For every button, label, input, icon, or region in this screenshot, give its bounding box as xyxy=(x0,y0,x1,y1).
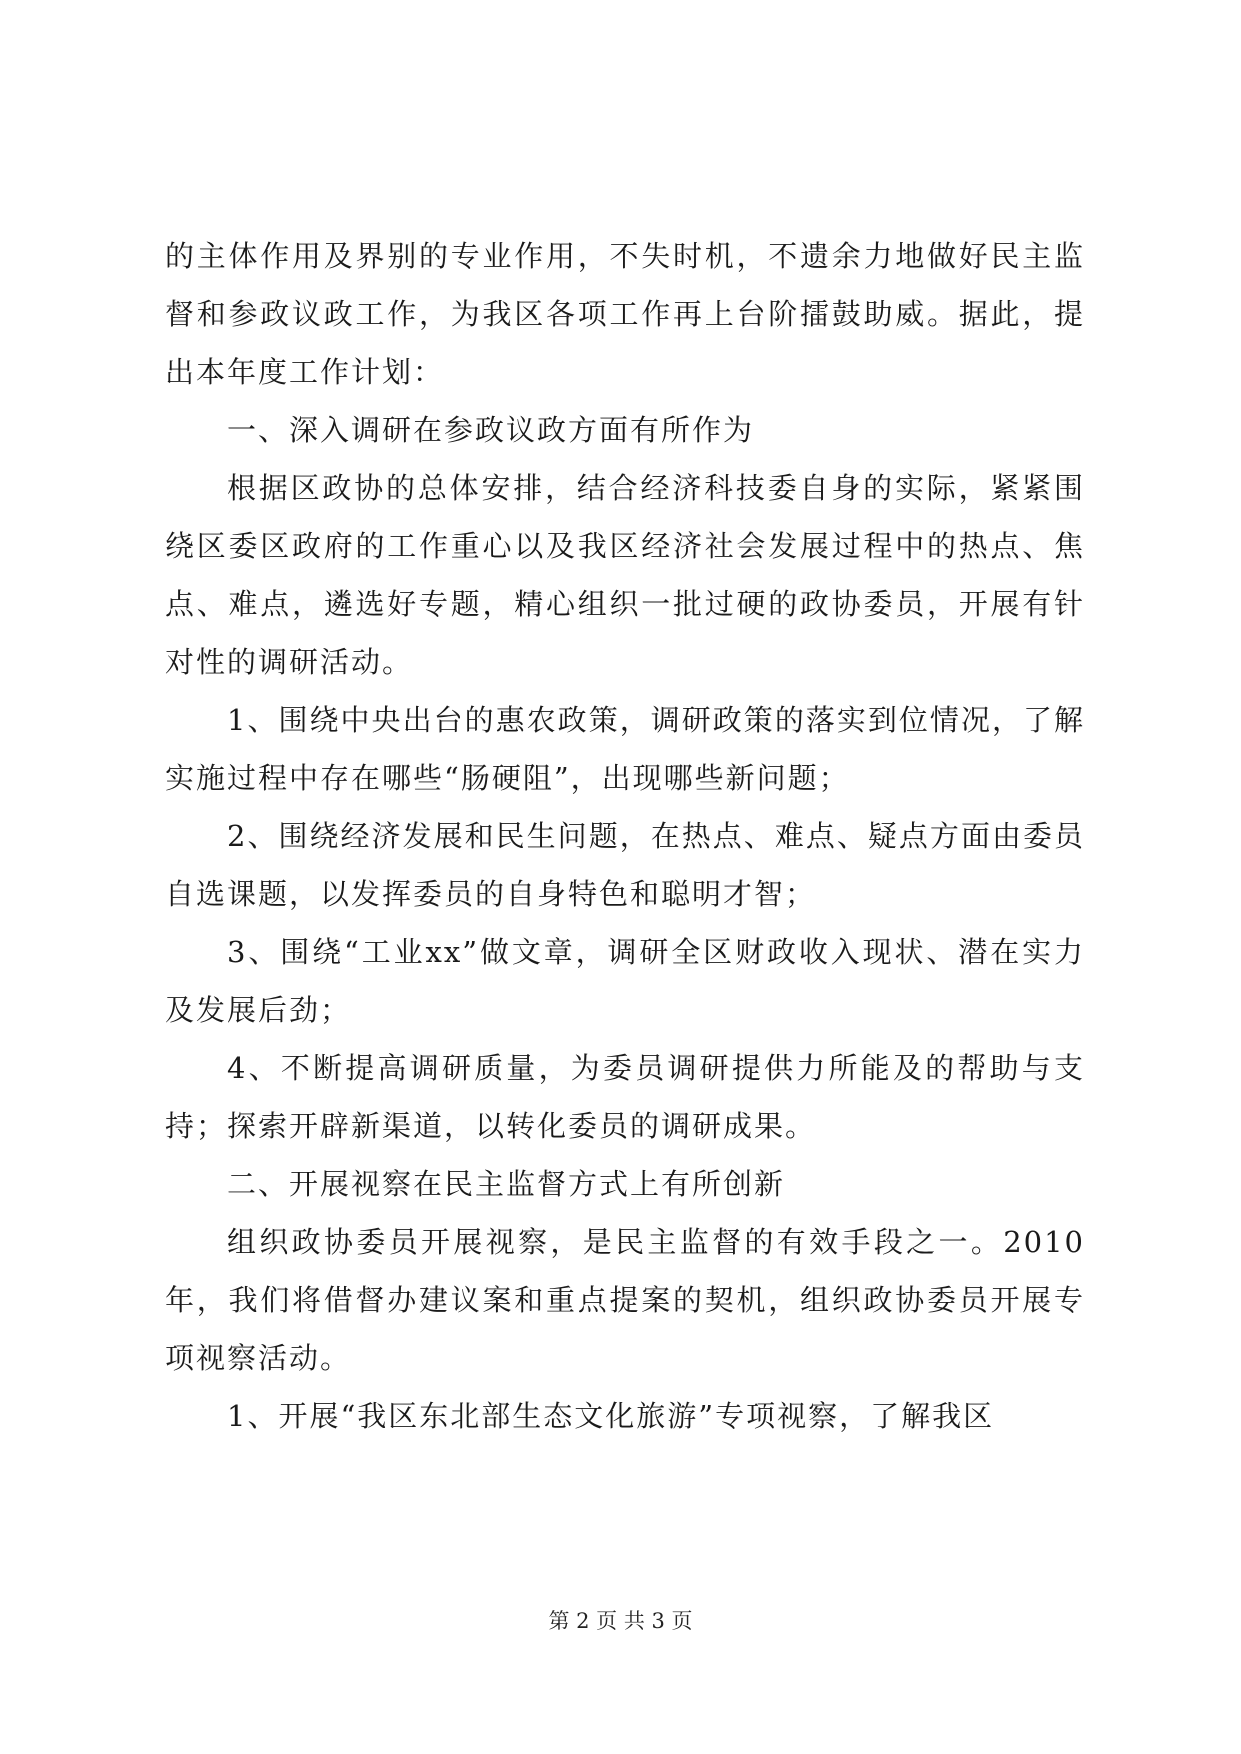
paragraph-continuation: 的主体作用及界别的专业作用，不失时机，不遗余力地做好民主监督和参政议政工作，为我区各项工作再上台阶擂鼓助威。据此，提出本年度工作计划： xyxy=(165,239,1085,389)
section-heading-2: 二、开展视察在民主监督方式上有所创新 xyxy=(227,1167,786,1201)
paragraph-inspection-intro: 组织政协委员开展视察，是民主监督的有效手段之一。2010年，我们将借督办建议案和重点提案的契机，组织政协委员开展专项视察活动。 xyxy=(165,1225,1085,1375)
list-item-3: 3、围绕“工业xx”做文章，调研全区财政收入现状、潜在实力及发展后劲； xyxy=(165,935,1085,1027)
page-footer: 第 2 页 共 3 页 xyxy=(548,1609,693,1633)
document-body xyxy=(165,227,1085,1445)
list-item-2: 2、围绕经济发展和民生问题，在热点、难点、疑点方面由委员自选课题，以发挥委员的自身特色和聪明才智； xyxy=(165,819,1085,911)
list-item-5: 1、开展“我区东北部生态文化旅游”专项视察，了解我区 xyxy=(227,1399,995,1433)
section-heading-1: 一、深入调研在参政议政方面有所作为 xyxy=(227,413,755,447)
paragraph-research-intro: 根据区政协的总体安排，结合经济科技委自身的实际，紧紧围绕区委区政府的工作重心以及我区经济社会发展过程中的热点、焦点、难点，遴选好专题，精心组织一批过硬的政协委员，开展有针对性的调研活动。 xyxy=(165,471,1085,679)
list-item-1: 1、围绕中央出台的惠农政策，调研政策的落实到位情况，了解实施过程中存在哪些“肠硬阻”，出现哪些新问题； xyxy=(165,703,1085,795)
list-item-4: 4、不断提高调研质量，为委员调研提供力所能及的帮助与支持；探索开辟新渠道，以转化委员的调研成果。 xyxy=(165,1051,1085,1143)
